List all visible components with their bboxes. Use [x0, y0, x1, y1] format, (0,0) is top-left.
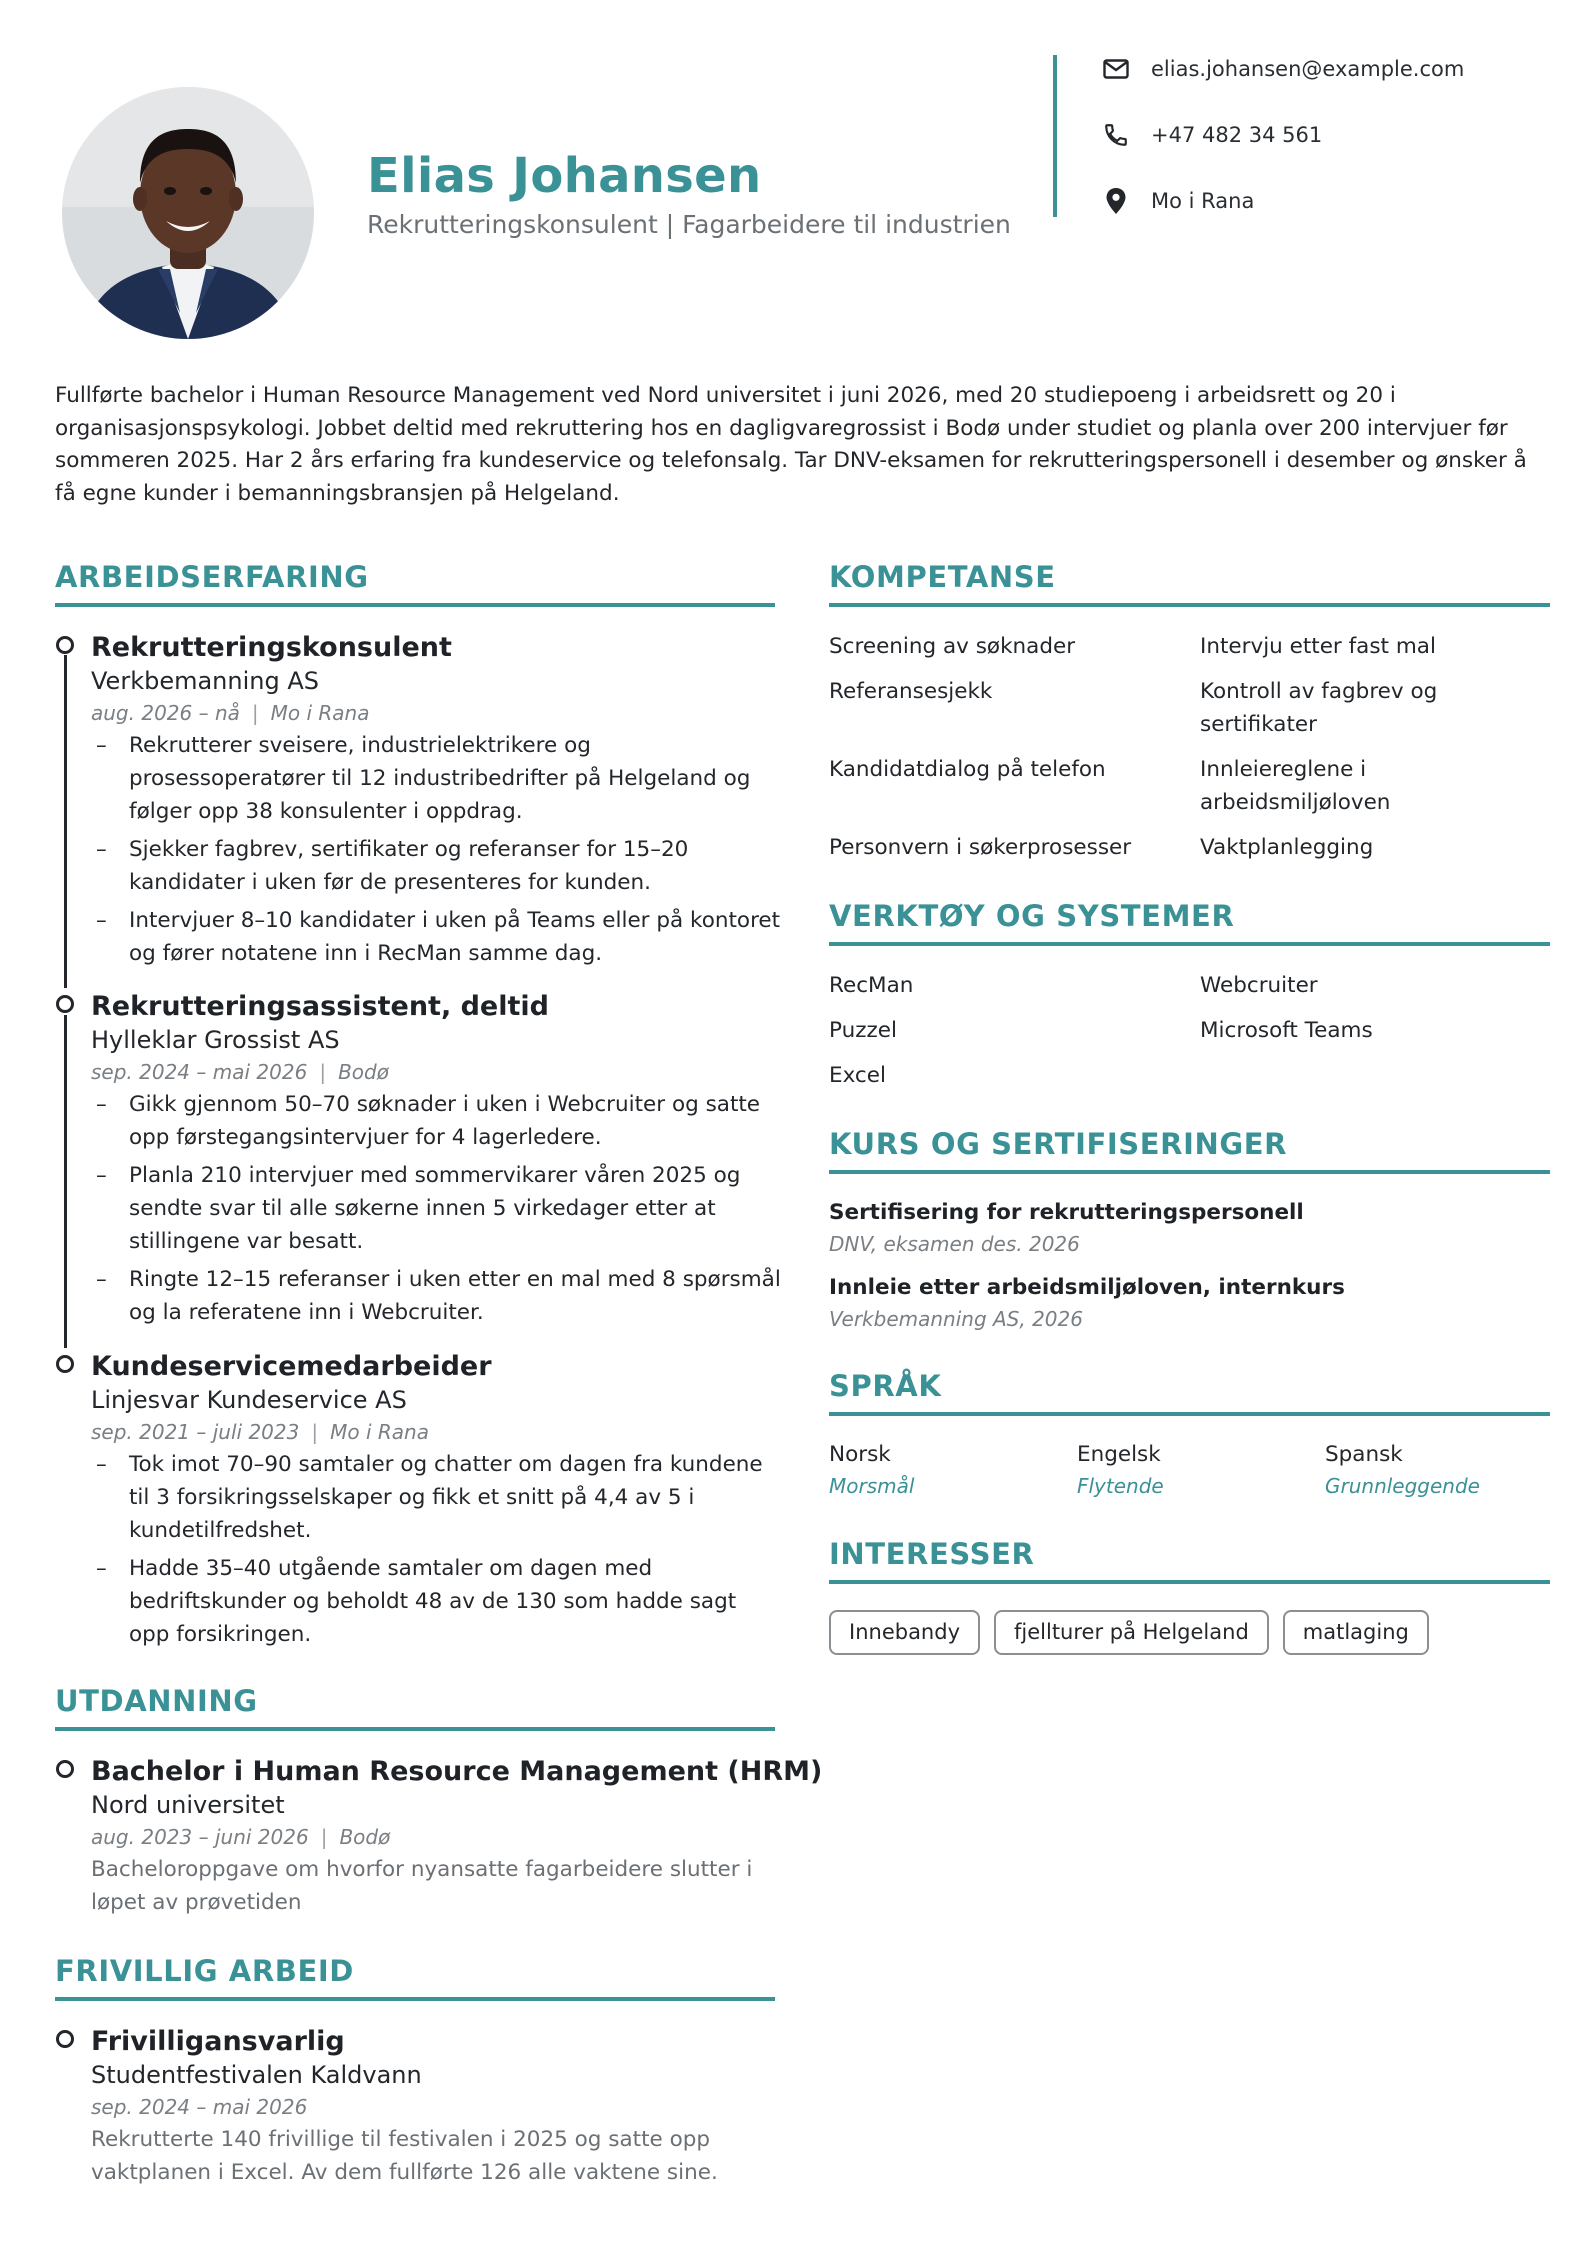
job-title: Kundeservicemedarbeider [91, 1351, 492, 1382]
job-bullet: – Intervjuer 8–10 kandidater i uken på Teams eller på kontoret og fører notatene inn i RecMan samme dag. [96, 908, 781, 966]
job-dates: sep. 2024 – mai 2026 [91, 1060, 308, 1084]
tool-item: Excel [829, 1063, 886, 1088]
job-bullet: – Ringte 12–15 referanser i uken etter en mal med 8 spørsmål og la referatene inn i Webcruiter. [96, 1267, 781, 1325]
volunteer-org: Studentfestivalen Kaldvann [91, 2061, 422, 2089]
language-level: Flytende [1077, 1474, 1164, 1498]
education-item [91, 1755, 823, 1919]
section-rule-courses [829, 1170, 1550, 1174]
job-bullet: – Hadde 35–40 utgående samtaler om dagen med bedriftskunder og beholdt 48 av de 130 som hadde sagt opp forsikringen. [96, 1556, 737, 1647]
tool-item: RecMan [829, 973, 914, 998]
language-item [1325, 1439, 1480, 1501]
tool-item: Puzzel [829, 1018, 897, 1043]
school-name: Nord universitet [91, 1791, 285, 1819]
profile-photo [62, 87, 314, 339]
job-meta [91, 698, 781, 729]
job-place: Mo i Rana [270, 701, 370, 725]
language-level: Morsmål [829, 1474, 915, 1498]
job-place: Mo i Rana [330, 1420, 429, 1444]
interest-chip: Innebandy [829, 1610, 980, 1655]
volunteer-dates: sep. 2024 – mai 2026 [91, 2095, 308, 2119]
skill-item: Vaktplanlegging [1200, 835, 1374, 860]
timeline-line [64, 655, 67, 988]
section-rule-tools [829, 942, 1550, 946]
volunteer-description: Rekrutterte 140 frivillige til festivalen i 2025 og satte opp vaktplanen i Excel. Av dem fullførte 126 alle vaktene sine. [91, 2127, 718, 2185]
phone-icon [1101, 120, 1131, 150]
section-rule-education [55, 1727, 775, 1731]
tool-item: Webcruiter [1200, 973, 1318, 998]
tool-item: Microsoft Teams [1200, 1018, 1373, 1043]
section-rule-volunteer [55, 1997, 775, 2001]
volunteer-item [91, 2025, 781, 2189]
candidate-headline: Rekrutteringskonsulent | Fagarbeidere til industrien [367, 210, 1011, 239]
job-bullets [91, 1088, 781, 1329]
interest-chip: fjellturer på Helgeland [994, 1610, 1269, 1655]
section-heading-skills: KOMPETANSE [829, 560, 1056, 594]
timeline-dot [56, 1355, 74, 1373]
job-bullet: – Sjekker fagbrev, sertifikater og referanser for 15–20 kandidater i uken før de presenteres for kunden. [96, 837, 689, 895]
education-description: Bacheloroppgave om hvorfor nyansatte fagarbeidere slutter i løpet av prøvetiden [91, 1857, 753, 1915]
course-subtitle: Verkbemanning AS, 2026 [829, 1307, 1083, 1331]
education-place: Bodø [339, 1825, 391, 1849]
job-bullet: – Rekrutterer sveisere, industrielektrikere og prosessoperatører til 12 industribedrifter på Helgeland og følger opp 38 konsulenter i oppdrag. [96, 733, 751, 824]
skill-item: Innleiereglene i arbeidsmiljøloven [1200, 757, 1391, 815]
experience-item [91, 990, 781, 1334]
course-item [829, 1272, 1345, 1334]
job-meta [91, 1417, 781, 1448]
language-level: Grunnleggende [1325, 1474, 1480, 1498]
skill-item: Personvern i søkerprosesser [829, 835, 1132, 860]
section-rule-interests [829, 1580, 1550, 1584]
job-place: Bodø [338, 1060, 389, 1084]
job-dates: sep. 2021 – juli 2023 [91, 1420, 300, 1444]
meta-separator: | [311, 1420, 319, 1444]
timeline-line [64, 1015, 67, 1348]
section-heading-tools: VERKTØY OG SYSTEMER [829, 899, 1235, 933]
course-title: Sertifisering for rekrutteringspersonell [829, 1200, 1304, 1225]
timeline-dot [56, 636, 74, 654]
skill-item: Screening av søknader [829, 634, 1076, 659]
language-name: Engelsk [1077, 1442, 1161, 1467]
skills-list [829, 630, 1559, 876]
section-rule-experience [55, 603, 775, 607]
contact-divider [1053, 55, 1057, 217]
language-name: Spansk [1325, 1442, 1403, 1467]
skill-item: Referansesjekk [829, 679, 993, 704]
job-bullets [91, 1448, 781, 1651]
skill-item: Intervju etter fast mal [1200, 634, 1436, 659]
language-name: Norsk [829, 1442, 891, 1467]
section-heading-courses: KURS OG SERTIFISERINGER [829, 1127, 1288, 1161]
timeline-dot [56, 995, 74, 1013]
course-item [829, 1197, 1304, 1259]
job-title: Rekrutteringskonsulent [91, 632, 452, 663]
profile-photo-illustration [62, 87, 314, 339]
contact-location [1101, 186, 1254, 216]
contact-email[interactable] [1101, 54, 1464, 84]
candidate-name: Elias Johansen [367, 148, 762, 204]
interests-list [829, 1610, 1443, 1655]
job-employer: Linjesvar Kundeservice AS [91, 1386, 407, 1414]
section-rule-skills [829, 603, 1550, 607]
job-title: Rekrutteringsassistent, deltid [91, 991, 549, 1022]
mail-icon [1101, 54, 1131, 84]
section-heading-interests: INTERESSER [829, 1537, 1035, 1571]
profile-summary: Fullførte bachelor i Human Resource Management ved Nord universitet i juni 2026, med 20 studiepoeng i arbeidsrett og 20 i organisasjonspsykologi. Jobbet deltid med rekruttering hos en dagligvaregrossist i Bodø under studiet og planla over 200 intervjuer før sommeren 2025. Har 2 års erfaring fra kundeservice og telefonsalg. Tar DNV-eksamen for rekrutteringspersonell i desember og ønsker å få egne kunder i bemanningsbransjen på Helgeland. [55, 383, 1527, 506]
job-meta [91, 1057, 781, 1088]
section-heading-languages: SPRÅK [829, 1369, 942, 1403]
job-bullet: – Tok imot 70–90 samtaler og chatter om dagen fra kundene til 3 forsikringsselskaper og fikk et snitt på 4,4 av 5 i kundetilfredshet. [96, 1452, 763, 1543]
contact-email-text: elias.johansen@example.com [1151, 57, 1465, 81]
experience-item [91, 1350, 781, 1656]
section-rule-languages [829, 1412, 1550, 1416]
job-bullet: – Gikk gjennom 50–70 søknader i uken i Webcruiter og satte opp førstegangsintervjuer for 4 lagerledere. [96, 1092, 761, 1150]
meta-separator: | [319, 1060, 327, 1084]
job-bullets [91, 729, 781, 970]
timeline-dot [56, 2030, 74, 2048]
job-employer: Hylleklar Grossist AS [91, 1026, 340, 1054]
contact-location-text: Mo i Rana [1151, 189, 1255, 213]
language-item [1077, 1439, 1164, 1501]
job-employer: Verkbemanning AS [91, 667, 319, 695]
degree-title: Bachelor i Human Resource Management (HRM) [91, 1756, 823, 1787]
section-heading-volunteer: FRIVILLIG ARBEID [55, 1954, 354, 1988]
contact-phone-text: +47 482 34 561 [1151, 123, 1323, 147]
skill-item: Kandidatdialog på telefon [829, 757, 1106, 782]
education-dates: aug. 2023 – juni 2026 [91, 1825, 309, 1849]
section-heading-education: UTDANNING [55, 1684, 258, 1718]
meta-separator: | [251, 701, 259, 725]
contact-phone[interactable] [1101, 120, 1322, 150]
course-title: Innleie etter arbeidsmiljøloven, internkurs [829, 1275, 1345, 1300]
meta-separator: | [320, 1825, 328, 1849]
volunteer-title: Frivilligansvarlig [91, 2026, 345, 2057]
skill-item: Kontroll av fagbrev og sertifikater [1200, 679, 1438, 737]
map-pin-icon [1101, 186, 1131, 216]
job-dates: aug. 2026 – nå [91, 701, 240, 725]
interest-chip: matlaging [1283, 1610, 1429, 1655]
education-meta [91, 1822, 781, 1853]
tools-list [829, 969, 1559, 1104]
language-item [829, 1439, 914, 1501]
job-bullet: – Planla 210 intervjuer med sommervikarer våren 2025 og sendte svar til alle søkerne innen 5 virkedager etter at stillingene var besatt. [96, 1163, 741, 1254]
course-subtitle: DNV, eksamen des. 2026 [829, 1232, 1080, 1256]
experience-item [91, 631, 781, 975]
section-heading-experience: ARBEIDSERFARING [55, 560, 369, 594]
timeline-dot [56, 1760, 74, 1778]
